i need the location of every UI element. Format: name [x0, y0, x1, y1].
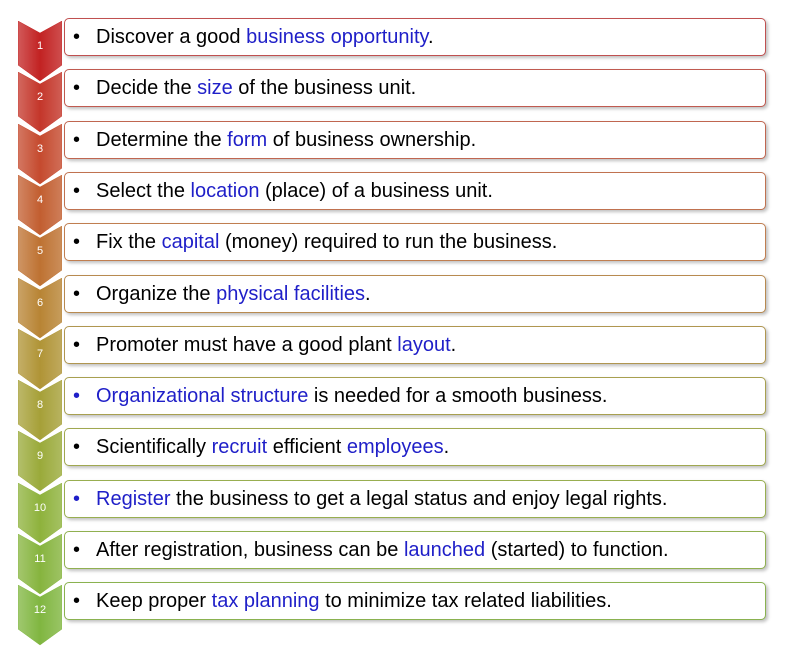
bullet-icon: •	[73, 26, 81, 48]
bullet-icon: •	[73, 539, 81, 561]
step-number: 3	[36, 142, 44, 155]
step-number: 11	[34, 553, 46, 565]
step-text	[96, 129, 476, 151]
bullet-icon: •	[73, 590, 81, 613]
step-row	[0, 18, 786, 69]
highlighted-keyword: business opportunity	[246, 26, 429, 48]
step-text	[96, 180, 493, 202]
step-text-box	[64, 582, 766, 620]
highlighted-keyword: capital	[161, 231, 220, 254]
bullet-icon: •	[73, 436, 81, 459]
step-text	[96, 231, 557, 253]
step-row	[0, 172, 786, 223]
step-text	[96, 488, 667, 510]
step-text	[96, 26, 434, 48]
text-segment: Discover a good	[96, 26, 247, 48]
step-text-box	[64, 18, 766, 56]
step-row	[0, 480, 786, 531]
step-text-box	[64, 531, 766, 569]
highlighted-keyword: Register	[96, 487, 171, 510]
bullet-icon: •	[73, 231, 81, 254]
step-number: 7	[36, 347, 44, 360]
highlighted-keyword: Organizational structure	[96, 385, 309, 408]
text-segment: (started) to function.	[485, 539, 669, 561]
step-text	[96, 539, 669, 561]
step-text	[96, 283, 371, 305]
step-row	[0, 377, 786, 428]
step-number: 8	[36, 399, 44, 412]
text-segment: is needed for a smooth business.	[308, 385, 608, 408]
text-segment: Organize the	[96, 282, 217, 305]
step-text-box	[64, 428, 766, 466]
step-row	[0, 121, 786, 172]
step-text-box	[64, 223, 766, 261]
step-row	[0, 69, 786, 120]
text-segment: Fix the	[96, 231, 162, 254]
step-row	[0, 326, 786, 377]
text-segment: Determine the	[96, 128, 228, 151]
step-text-box	[64, 275, 766, 313]
step-text	[96, 436, 449, 458]
text-segment: Decide the	[96, 77, 198, 100]
highlighted-keyword: physical facilities	[216, 282, 366, 305]
text-segment: to minimize tax related liabilities.	[319, 590, 612, 613]
step-row	[0, 275, 786, 326]
text-segment: the business to get a legal status and enjoy legal rights.	[170, 487, 668, 510]
highlighted-keyword: tax planning	[211, 590, 320, 613]
text-segment: Promoter must have a good plant	[96, 333, 398, 356]
text-segment: Scientifically	[96, 436, 212, 459]
step-number: 12	[33, 604, 47, 617]
highlighted-keyword: location	[190, 179, 260, 202]
bullet-icon: •	[73, 385, 81, 408]
text-segment: .	[450, 333, 457, 356]
text-segment: Select the	[96, 179, 191, 202]
step-text-box	[64, 121, 766, 159]
highlighted-keyword: launched	[403, 539, 486, 561]
highlighted-keyword: layout	[397, 333, 451, 356]
text-segment: efficient	[267, 436, 347, 459]
step-chevron	[18, 585, 62, 647]
text-segment: .	[428, 26, 434, 48]
step-text-box	[64, 480, 766, 518]
step-text-box	[64, 172, 766, 210]
step-text-box	[64, 69, 766, 107]
step-number: 5	[36, 245, 44, 258]
text-segment: .	[365, 282, 371, 305]
bullet-icon: •	[73, 487, 81, 510]
bullet-icon: •	[73, 179, 81, 202]
step-number: 2	[36, 91, 44, 104]
text-segment: of business ownership.	[267, 128, 477, 151]
bullet-icon: •	[73, 333, 81, 356]
bullet-icon: •	[73, 282, 81, 305]
step-number: 4	[36, 193, 44, 206]
text-segment: (place) of a business unit.	[259, 179, 493, 202]
text-segment: .	[443, 436, 450, 459]
text-segment: (money) required to run the business.	[219, 231, 558, 254]
step-number: 9	[36, 450, 44, 463]
bullet-icon: •	[73, 128, 81, 151]
text-segment: After registration, business can be	[96, 539, 404, 561]
step-text	[96, 590, 612, 612]
highlighted-keyword: size	[197, 77, 233, 100]
step-number: 1	[36, 40, 44, 52]
text-segment: Keep proper	[96, 590, 212, 613]
highlighted-keyword: form	[227, 128, 268, 151]
step-row	[0, 428, 786, 479]
step-text	[96, 77, 416, 99]
step-number: 6	[36, 296, 44, 309]
step-row	[0, 582, 786, 633]
step-text-box	[64, 326, 766, 364]
step-text	[96, 334, 456, 356]
text-segment: of the business unit.	[232, 77, 417, 100]
step-row	[0, 531, 786, 582]
bullet-icon: •	[73, 77, 81, 100]
step-text-box	[64, 377, 766, 415]
step-number: 10	[33, 501, 47, 514]
highlighted-keyword: recruit	[211, 436, 268, 459]
step-row	[0, 223, 786, 274]
step-text	[96, 385, 607, 407]
highlighted-keyword: employees	[346, 436, 444, 459]
